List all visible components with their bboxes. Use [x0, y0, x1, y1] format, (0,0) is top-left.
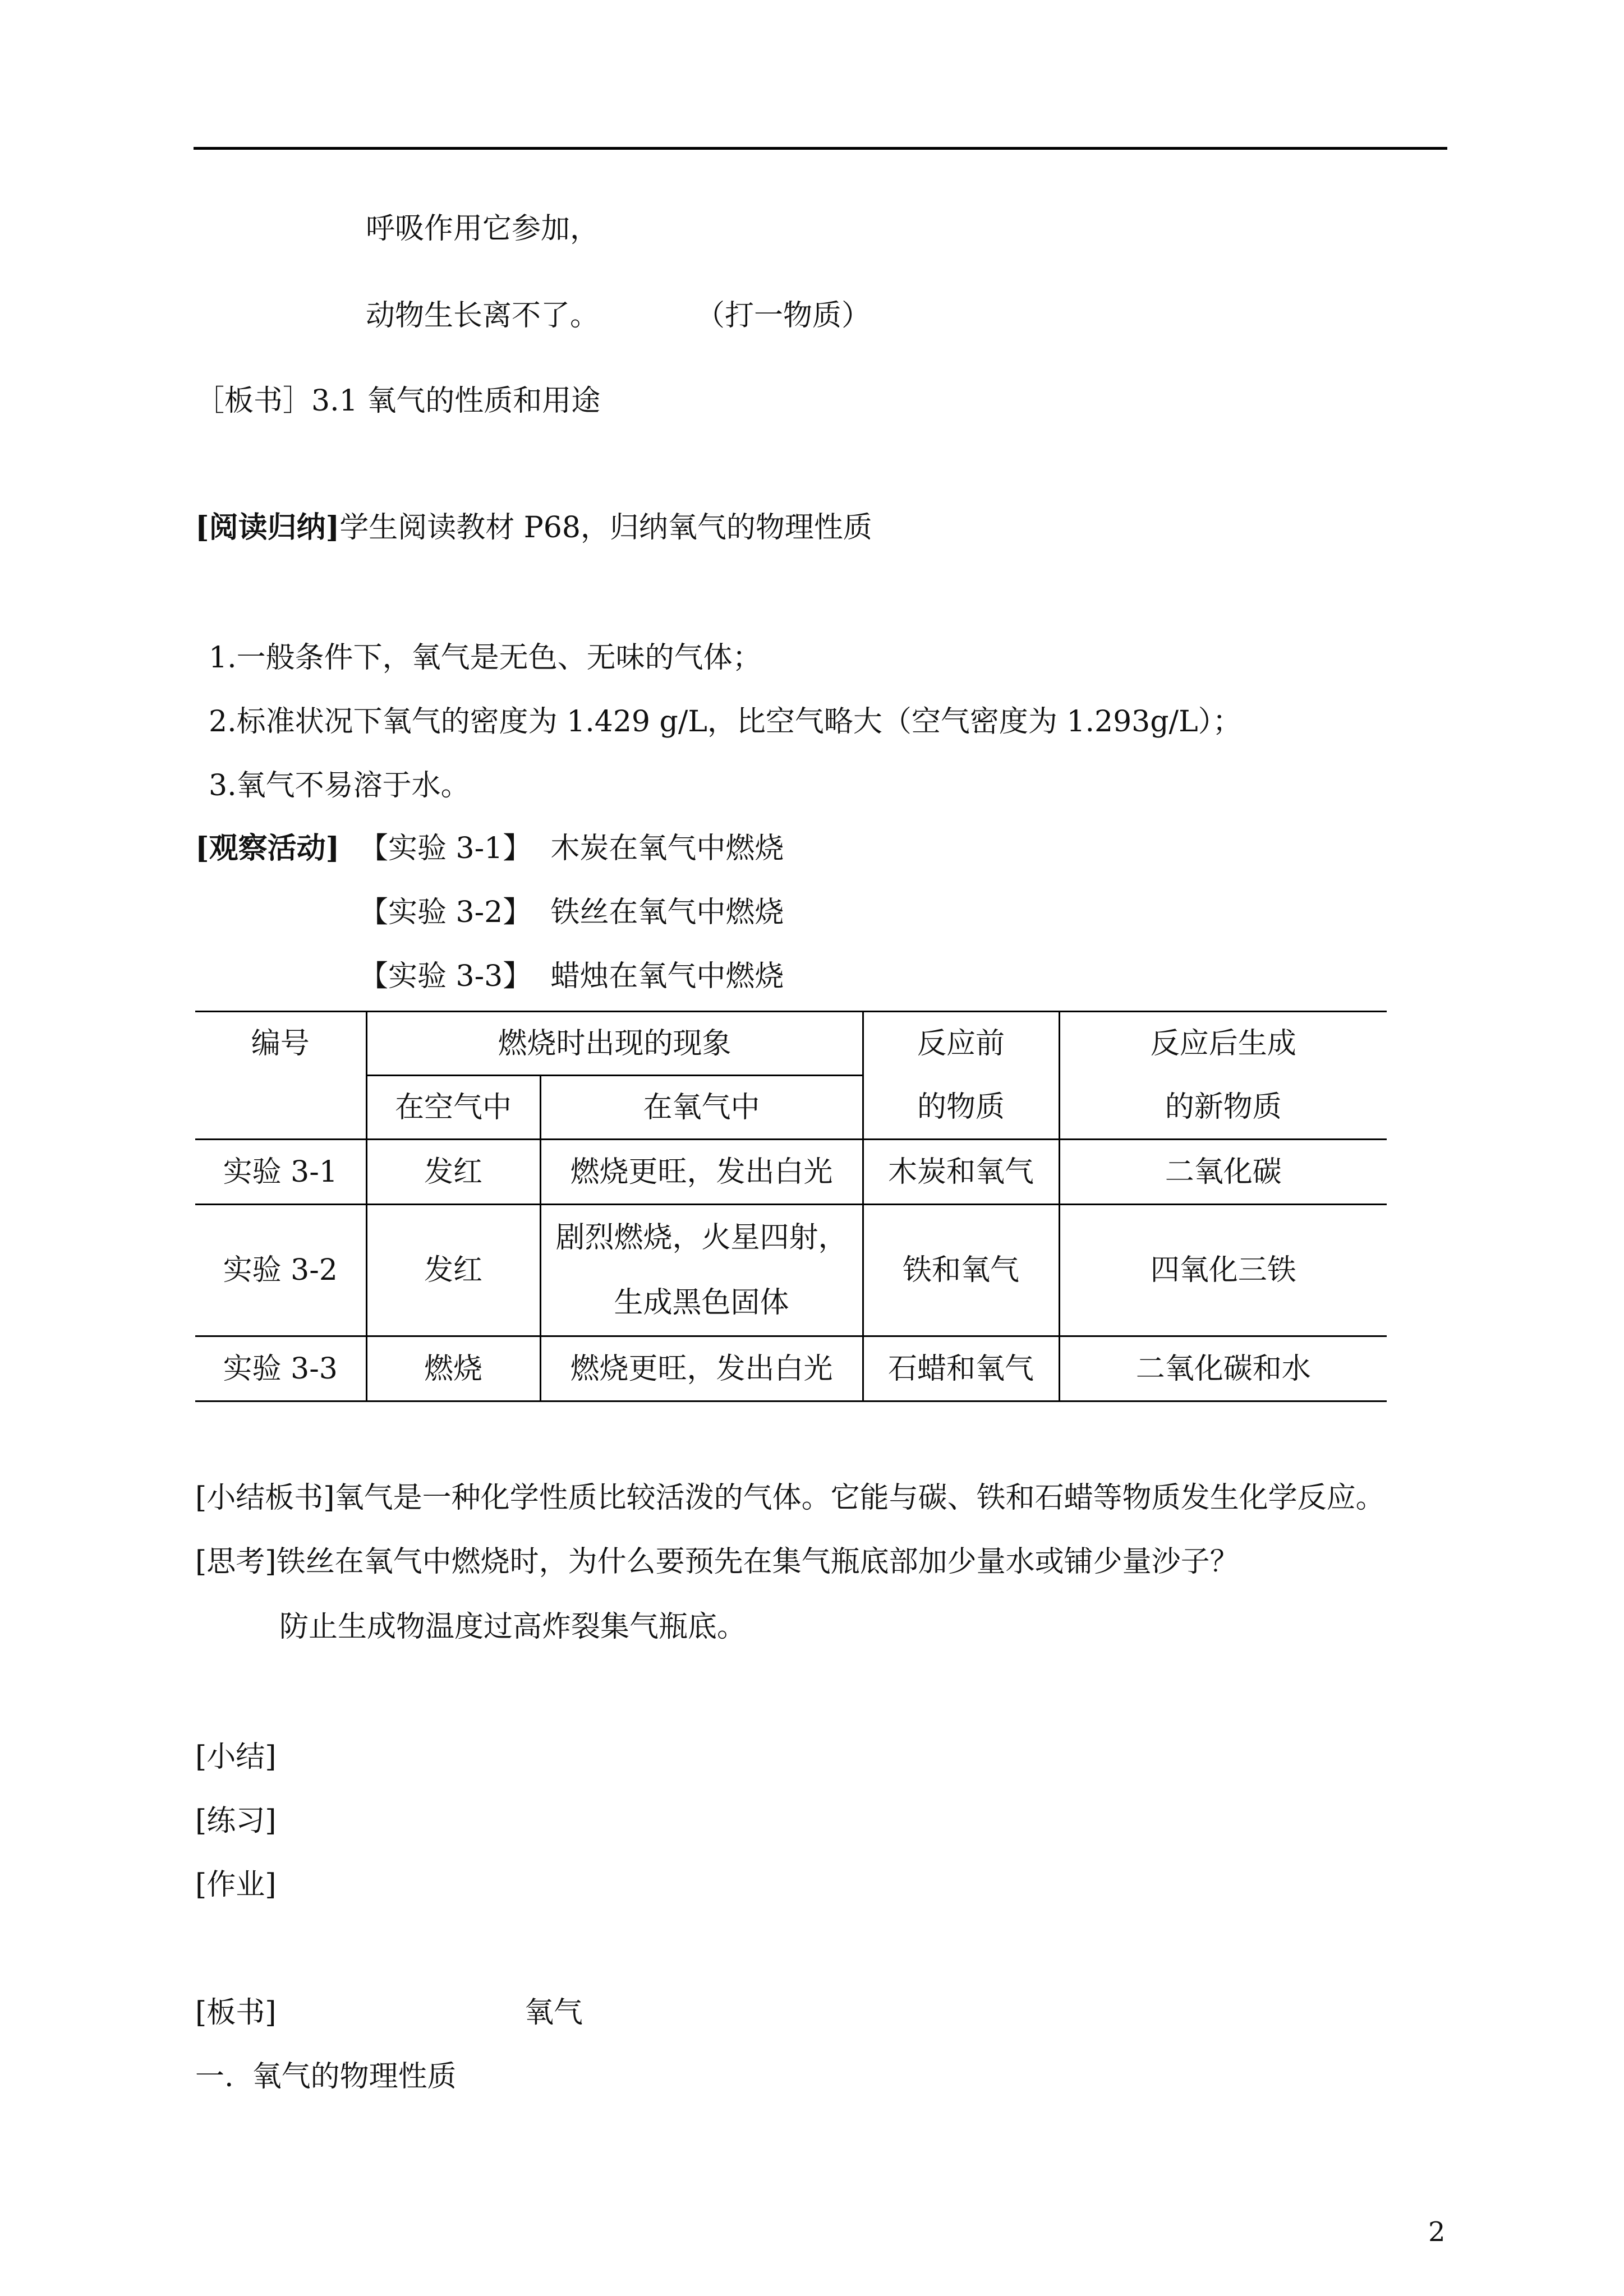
board-label-2: [板书]	[195, 1996, 277, 2030]
cell-after: 四氧化三铁	[1059, 1205, 1387, 1336]
cell-before: 石蜡和氧气	[863, 1336, 1059, 1401]
cell-before: 铁和氧气	[863, 1205, 1059, 1336]
header-after: 反应后生成	[1059, 1012, 1387, 1076]
cell-oxygen: 剧烈燃烧，火星四射， 生成黑色固体	[540, 1205, 863, 1336]
reading-line	[195, 508, 872, 547]
cell-after: 二氧化碳和水	[1059, 1336, 1387, 1401]
table-header-row	[195, 1076, 1387, 1140]
experiment-1: 【实验 3-1】 木炭在氧气中燃烧	[359, 832, 784, 865]
cell-air: 发红	[366, 1205, 540, 1336]
board-title-2: 氧气	[525, 1996, 583, 2030]
section-practice: [练习]	[195, 1804, 277, 1838]
header-in-air: 在空气中	[366, 1076, 540, 1140]
cell-number: 实验 3-2	[195, 1205, 366, 1336]
observe-label: [观察活动]	[195, 831, 340, 865]
section-summary: [小结]	[195, 1740, 277, 1774]
cell-number: 实验 3-1	[195, 1140, 366, 1205]
table-header-row	[195, 1012, 1387, 1076]
board-title: 3.1 氧气的性质和用途	[311, 384, 601, 418]
riddle-line-1: 呼吸作用它参加，	[366, 212, 600, 246]
cell-oxygen: 燃烧更旺，发出白光	[540, 1140, 863, 1205]
reading-label: [阅读归纳]	[195, 510, 340, 545]
cell-number: 实验 3-3	[195, 1336, 366, 1401]
header-phenomenon: 燃烧时出现的现象	[366, 1012, 863, 1076]
table-row	[195, 1205, 1387, 1336]
experiment-2: 【实验 3-2】 铁丝在氧气中燃烧	[359, 896, 784, 929]
header-rule	[194, 147, 1447, 150]
header-before: 反应前	[863, 1012, 1059, 1076]
think-question: [思考]铁丝在氧气中燃烧时，为什么要预先在集气瓶底部加少量水或铺少量沙子？	[195, 1545, 1239, 1579]
reading-text: 学生阅读教材 P68，归纳氧气的物理性质	[339, 511, 872, 545]
property-2: 2.标准状况下氧气的密度为 1.429 g/L，比空气略大（空气密度为 1.293g/L）；	[209, 705, 1242, 739]
header-number: 编号	[195, 1012, 366, 1076]
cell-air: 燃烧	[366, 1336, 540, 1401]
header-after-cont: 的新物质	[1059, 1076, 1387, 1140]
experiment-table	[195, 1011, 1387, 1402]
header-in-oxygen: 在氧气中	[540, 1076, 863, 1140]
header-number-cont	[195, 1076, 366, 1140]
riddle-line-2: 动物生长离不了。	[366, 299, 600, 333]
cell-air: 发红	[366, 1140, 540, 1205]
board-label: ［板书］	[195, 384, 312, 418]
property-1: 1.一般条件下，氧气是无色、无味的气体；	[209, 641, 762, 675]
table-row	[195, 1336, 1387, 1401]
cell-after: 二氧化碳	[1059, 1140, 1387, 1205]
experiment-3: 【实验 3-3】 蜡烛在氧气中燃烧	[359, 960, 784, 993]
section-heading-1: 一. 氧气的物理性质	[195, 2060, 457, 2094]
property-3: 3.氧气不易溶于水。	[209, 769, 470, 803]
summary-board: [小结板书]氧气是一种化学性质比较活泼的气体。它能与碳、铁和石蜡等物质发生化学反应。	[195, 1481, 1385, 1515]
think-answer: 防止生成物温度过高炸裂集气瓶底。	[279, 1610, 747, 1644]
table-row	[195, 1140, 1387, 1205]
cell-oxygen: 燃烧更旺，发出白光	[540, 1336, 863, 1401]
section-homework: [作业]	[195, 1868, 277, 1902]
riddle-hint: （打一物质）	[696, 299, 871, 333]
cell-before: 木炭和氧气	[863, 1140, 1059, 1205]
header-before-cont: 的物质	[863, 1076, 1059, 1140]
page-number: 2	[1428, 2216, 1446, 2248]
